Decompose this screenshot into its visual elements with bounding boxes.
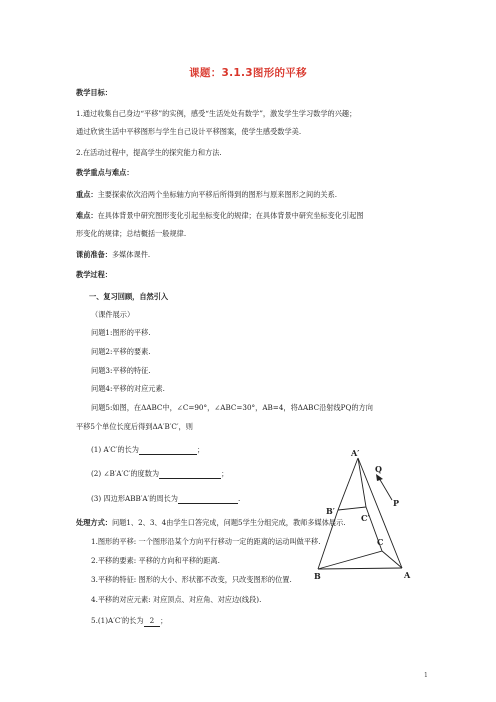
answer-1: 1.图形的平移: 一个图形沿某个方向平行移动一定的距离的运动叫做平移. bbox=[91, 537, 321, 546]
objective-2: 2.在活动过程中，提高学生的探究能力和方法. bbox=[76, 148, 222, 157]
key-point-text: 主要探索依次沿两个坐标轴方向平移后所得到的图形与原来图形之间的关系. bbox=[97, 190, 338, 199]
arrow-head-q bbox=[376, 474, 383, 481]
sub-question-3 bbox=[91, 494, 240, 504]
label-a: A bbox=[404, 570, 411, 580]
sub-question-3-end: . bbox=[238, 494, 241, 503]
page-title: 课题：3.1.3图形的平移 bbox=[189, 67, 307, 79]
answer-blank-1[interactable] bbox=[139, 446, 197, 455]
question-5-line-1: 问题5:如图，在ΔABC中，∠C=90°，∠ABC=30°，AB=4，将ΔABC沿射线PQ的方向 bbox=[91, 403, 373, 412]
objective-1-cont: 通过欣赏生活中平移图形与学生自己设计平移图案，使学生感受数学美. bbox=[76, 127, 302, 136]
answer-5-end: ； bbox=[160, 616, 168, 625]
sub-question-1-end: ； bbox=[196, 445, 205, 454]
label-p: P bbox=[393, 498, 400, 508]
sub-question-2-text: (2) ∠B′A′C′的度数为 bbox=[91, 469, 160, 478]
answer-blank-3[interactable] bbox=[178, 494, 241, 504]
edge-a-prime-c-prime bbox=[358, 458, 366, 507]
question-4: 问题4:平移的对应元素. bbox=[91, 384, 165, 393]
sub-question-2 bbox=[91, 469, 228, 479]
keypoints-heading: 教学重点与难点： bbox=[76, 168, 134, 177]
prep-label: 课前准备： bbox=[76, 250, 112, 259]
answer-4: 4.平移的对应元素: 对应顶点、对应角、对应边(线段). bbox=[91, 595, 262, 604]
answer-2: 2.平移的要素: 平移的方向和平移的距离. bbox=[91, 556, 220, 565]
edge-b-prime-c-prime bbox=[338, 507, 366, 510]
question-2: 问题2:平移的要素. bbox=[91, 347, 151, 356]
label-c: C bbox=[377, 537, 384, 547]
process-heading: 教学过程： bbox=[76, 270, 112, 279]
prep-line bbox=[76, 250, 150, 260]
difficulty-text: 在具体背景中研究图形变化引起坐标变化的规律；在具体背景中研究坐标变化引起图 bbox=[97, 211, 364, 220]
answer-3: 3.平移的特征: 图形的大小、形状都不改变，只改变图形的位置. bbox=[91, 575, 292, 584]
sub-question-1 bbox=[91, 445, 204, 455]
objectives-heading: 教学目标： bbox=[76, 88, 112, 97]
section-1-heading: 一、复习回顾，自然引入 bbox=[89, 292, 169, 301]
answer-5 bbox=[91, 616, 167, 627]
courseware-note: （课件展示） bbox=[91, 310, 135, 319]
label-q: Q bbox=[375, 464, 382, 474]
label-b: B bbox=[314, 571, 321, 581]
sub-question-2-end: ； bbox=[221, 469, 229, 478]
label-c-prime: C′ bbox=[361, 513, 370, 523]
translation-figure bbox=[298, 448, 438, 588]
difficulty-line bbox=[76, 211, 364, 221]
answer-blank-2[interactable] bbox=[159, 470, 221, 479]
label-a-prime: A′ bbox=[351, 448, 360, 458]
edge-b-prime-b bbox=[318, 510, 338, 569]
edge-b-c bbox=[318, 551, 382, 569]
ray-pq bbox=[379, 478, 392, 500]
edge-a-prime-b-prime bbox=[338, 458, 358, 510]
sub-question-3-text: (3) 四边形ABB′A′的周长为 bbox=[91, 494, 178, 503]
difficulty-label: 难点： bbox=[76, 211, 98, 220]
question-1: 问题1:图形的平移. bbox=[91, 328, 151, 337]
objective-1: 1.通过收集自己身边“平移”的实例，感受“生活处处有数学”，激发学生学习数学的兴趣； bbox=[76, 109, 357, 118]
page-number: 1 bbox=[424, 672, 428, 679]
edge-b-a bbox=[318, 568, 402, 569]
method-label: 处理方式： bbox=[76, 518, 112, 527]
label-b-prime: B′ bbox=[326, 506, 335, 516]
key-point-label: 重点： bbox=[76, 190, 98, 199]
answer-5-value: 2 bbox=[144, 616, 161, 627]
key-point-line bbox=[76, 190, 337, 200]
difficulty-text-cont: 形变化的规律；总结概括一般规律. bbox=[76, 229, 187, 238]
prep-text: 多媒体课件. bbox=[111, 250, 151, 259]
question-5-line-2: 平移5个单位长度后得到ΔA′B′C′，则 bbox=[76, 422, 193, 431]
sub-question-1-text: (1) A′C′的长为 bbox=[91, 445, 139, 454]
answer-5-text: 5.(1)A′C′的长为 bbox=[91, 616, 144, 625]
question-3: 问题3:平移的特征. bbox=[91, 366, 151, 375]
method-text: 问题1、2、3、4由学生口答完成，问题5学生分组完成，教师多媒体展示. bbox=[111, 518, 346, 527]
